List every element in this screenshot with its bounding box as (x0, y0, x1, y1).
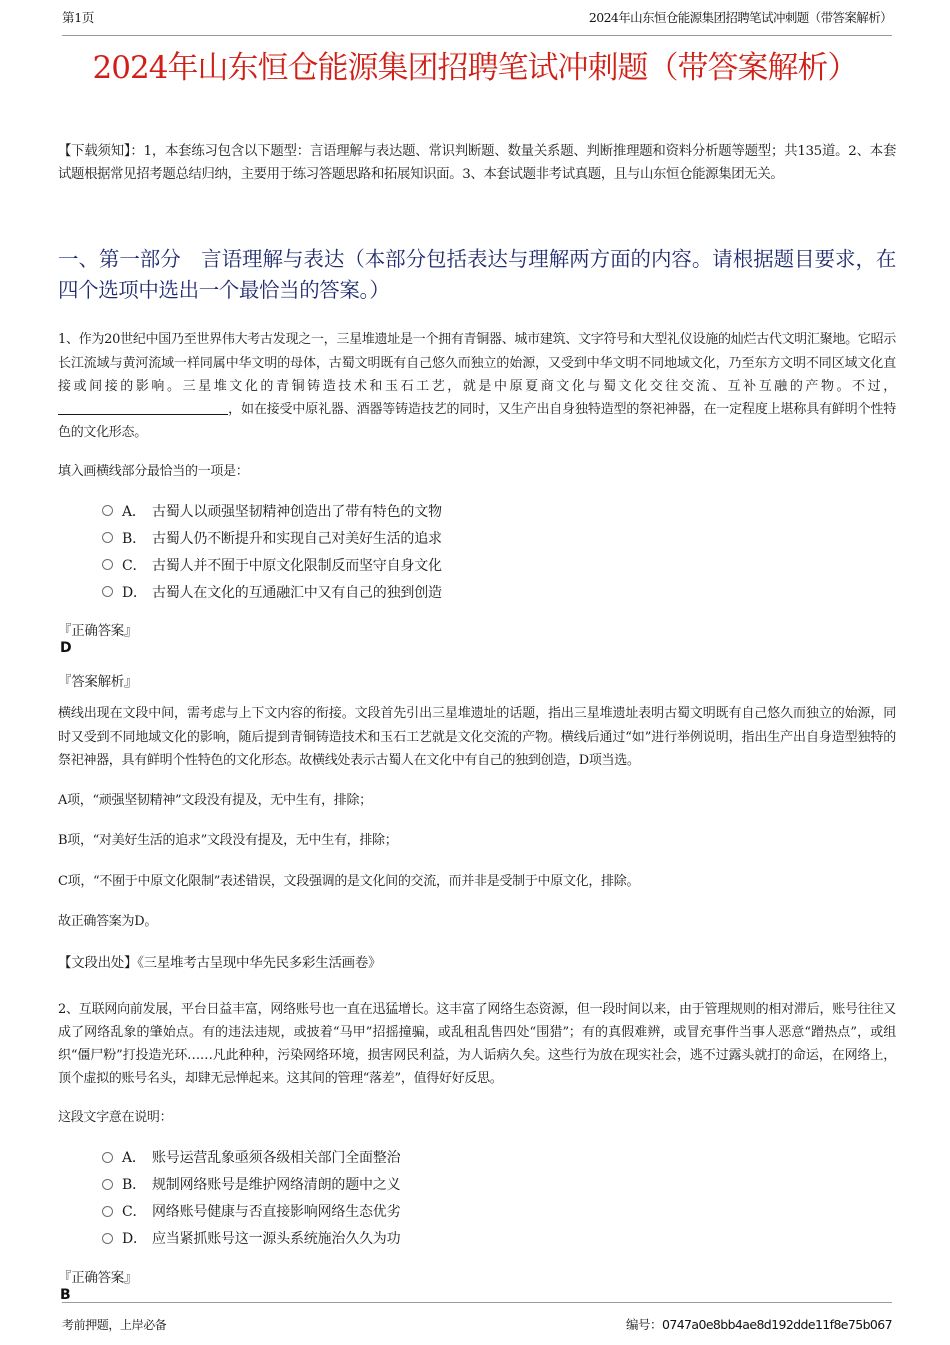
option-row-d[interactable] (102, 1225, 896, 1252)
serial-label: 编号： (625, 1317, 662, 1332)
analysis-conclusion: 故正确答案为D。 (58, 913, 158, 929)
radio-button-icon[interactable] (102, 559, 113, 570)
option-letter: B． (122, 1177, 146, 1194)
option-letter: C． (122, 1204, 147, 1221)
option-row-d[interactable] (102, 578, 896, 605)
option-letter: A． (122, 503, 146, 520)
section-heading: 一、第一部分 言语理解与表达（本部分包括表达与理解两方面的内容。请根据题目要求，在四个选项中选出一个最恰当的答案。） (58, 247, 896, 303)
option-letter: C． (122, 557, 147, 574)
serial-value: 0747a0e8bb4ae8d192dde11f8e75b067 (662, 1317, 892, 1332)
option-letter: B． (122, 530, 146, 547)
radio-button-icon[interactable] (102, 1233, 113, 1244)
analysis-line-c: C项，“不囿于中原文化限制”表述错误，文段强调的是文化间的交流，而并非是受制于中原文化，排除。 (58, 873, 640, 889)
page-footer (62, 1302, 892, 1333)
options-list-1 (102, 497, 896, 605)
passage-source-1: 【文段出处】《三星堆考古呈现中华先民多彩生活画卷》 (58, 955, 382, 972)
option-row-b[interactable] (102, 1171, 896, 1198)
download-notice: 【下载须知】：1，本套练习包含以下题型：言语理解与表达题、常识判断题、数量关系题、判断推理题和资料分析题等题型；共135道。2、本套试题根据常见招考题总结归纳，主要用于练习答题思路和拓展知识面。3、本套试题非考试真题，且与山东恒仓能源集团无关。 (58, 144, 896, 183)
radio-button-icon[interactable] (102, 1152, 113, 1163)
footer-serial (626, 1315, 892, 1333)
option-row-a[interactable] (102, 497, 896, 524)
option-row-c[interactable] (102, 1198, 896, 1225)
analysis-line-b: B项，“对美好生活的追求”文段没有提及，无中生有，排除； (58, 833, 398, 849)
answer-explanation-label-1: 『答案解析』 (58, 674, 138, 691)
radio-button-icon[interactable] (102, 586, 113, 597)
page-header (62, 8, 892, 36)
running-title: 2024年山东恒仓能源集团招聘笔试冲刺题（带答案解析） (588, 10, 892, 25)
document-body (58, 140, 896, 1303)
page-number-label: 第1页 (62, 10, 95, 25)
option-row-b[interactable] (102, 524, 896, 551)
option-text: 古蜀人在文化的互通融汇中又有自己的独到创造 (152, 584, 442, 601)
option-text: 网络账号健康与否直接影响网络生态优劣 (152, 1204, 401, 1221)
question-block-1 (58, 328, 896, 975)
option-text: 应当紧抓账号这一源头系统施治久久为功 (152, 1231, 401, 1248)
analysis-line-a: A项，“顽强坚韧精神”文段没有提及，无中生有，排除； (58, 792, 372, 808)
radio-button-icon[interactable] (102, 1206, 113, 1217)
page-title: 2024年山东恒仓能源集团招聘笔试冲刺题（带答案解析） (92, 50, 858, 86)
question-stem-1 (58, 328, 896, 444)
option-row-c[interactable] (102, 551, 896, 578)
question-prompt-1: 填入画横线部分最恰当的一项是： (58, 464, 249, 480)
correct-answer-label-1: 『正确答案』 (58, 623, 138, 640)
correct-answer-value-2: B (60, 1286, 71, 1303)
question-stem-1-part2: ，如在接受中原礼器、酒器等铸造技艺的同时，又生产出自身独特造型的祭祀神器，在一定程度上堪称具有鲜明个性特色的文化形态。 (58, 401, 896, 440)
option-text: 古蜀人仍不断提升和实现自己对美好生活的追求 (152, 530, 442, 547)
option-text: 古蜀人并不囿于中原文化限制反而坚守自身文化 (152, 557, 442, 574)
option-letter: D． (122, 1231, 147, 1248)
options-list-2 (102, 1144, 896, 1252)
question-prompt-2: 这段文字意在说明： (58, 1110, 173, 1126)
option-text: 规制网络账号是维护网络清朗的题中之义 (152, 1177, 401, 1194)
question-stem-2: 2、互联网向前发展，平台日益丰富，网络账号也一直在迅猛增长。这丰富了网络生态资源，但一段时间以来，由于管理规则的相对滞后，账号往往又成了网络乱象的肇始点。有的违法违规，或披着“马甲”招摇撞骗，或乱租乱售四处“围猎”；有的真假难辨，或冒充事件当事人恶意“蹭热点”，或组织“僵尸粉”打投造光环……凡此种种，污染网络环境，损害网民利益，为人诟病久矣。这些行为放在现实社会，逃不过露头就打的命运，在网络上，顶个虚拟的账号名头，却肆无忌惮起来。这其间的管理“落差”，值得好好反思。 (58, 1001, 896, 1087)
question-stem-1-part1: 1、作为20世纪中国乃至世界伟大考古发现之一，三星堆遗址是一个拥有青铜器、城市建筑、文字符号和大型礼仪设施的灿烂古代文明汇聚地。它昭示长江流域与黄河流域一样同属中华文明的母体，古蜀文明既有自己悠久而独立的始源，又受到中华文明不同地域文化，乃至东方文明不同区域文化直接或间接的影响。三星堆文化的青铜铸造技术和玉石工艺，就是中原夏商文化与蜀文化交往交流、互补互融的产物。不过， (58, 332, 896, 394)
option-letter: D． (122, 584, 147, 601)
answer-explanation-text-1: 横线出现在文段中间，需考虑与上下文内容的衔接。文段首先引出三星堆遗址的话题，指出三星堆遗址表明古蜀文明既有自己悠久而独立的始源，同时又受到不同地域文化的影响，随后提到青铜铸造技术和玉石工艺就是文化交流的产物。横线后通过“如”进行举例说明，指出生产出自身造型独特的祭祀神器，具有鲜明个性特色的文化形态。故横线处表示古蜀人在文化中有自己的独到创造，D项当选。 (58, 706, 896, 768)
correct-answer-value-1: D (60, 640, 72, 657)
option-letter: A． (122, 1150, 146, 1167)
footer-slogan: 考前押题，上岸必备 (62, 1318, 167, 1332)
correct-answer-label-2: 『正确答案』 (58, 1269, 138, 1286)
radio-button-icon[interactable] (102, 532, 113, 543)
option-row-a[interactable] (102, 1144, 896, 1171)
option-text: 账号运营乱象亟须各级相关部门全面整治 (152, 1150, 401, 1167)
radio-button-icon[interactable] (102, 505, 113, 516)
fill-in-blank-line (58, 400, 228, 415)
radio-button-icon[interactable] (102, 1179, 113, 1190)
option-text: 古蜀人以顽强坚韧精神创造出了带有特色的文物 (152, 503, 442, 520)
question-block-2 (58, 998, 896, 1303)
